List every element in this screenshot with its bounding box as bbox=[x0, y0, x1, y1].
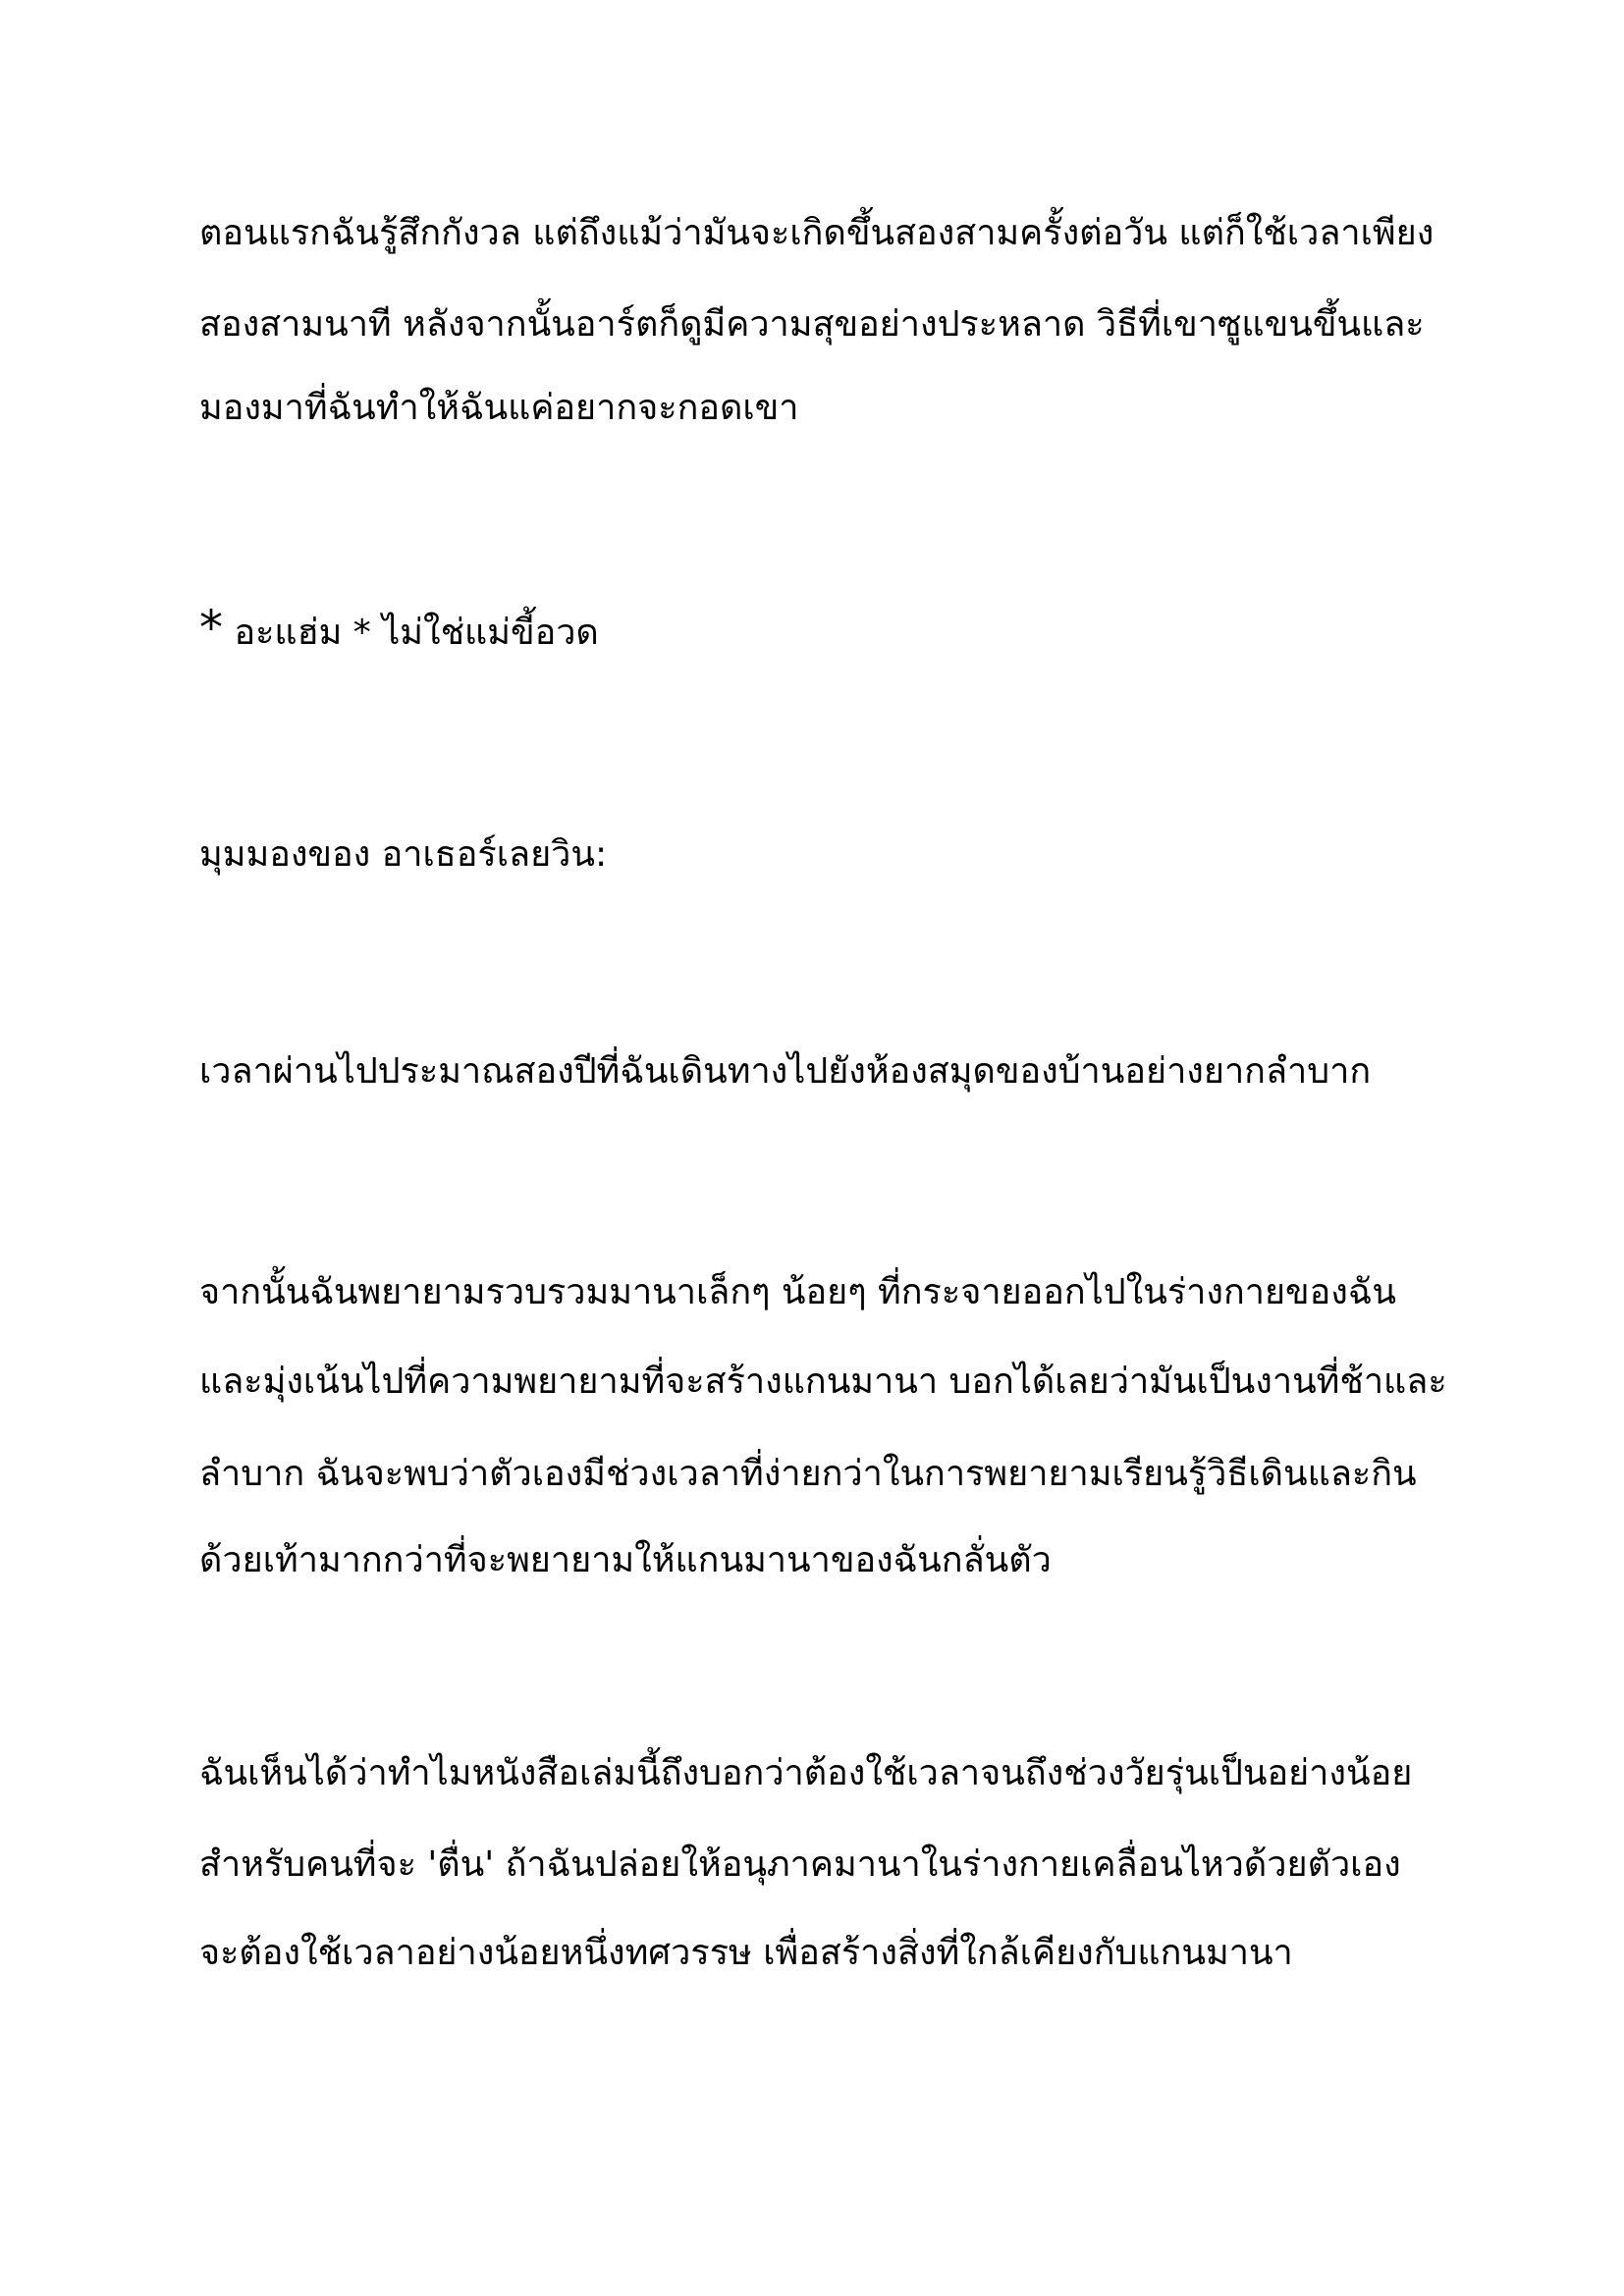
paragraph-3-line-3: ลำบาก ฉันจะพบว่าตัวเองมีช่วงเวลาที่ง่ายกว่าในการพยายามเรียนรู้วิธีเดินและกิน bbox=[199, 1454, 1417, 1494]
paragraph-1-line-3: มองมาที่ฉันทำให้ฉันแค่อยากจะกอดเขา bbox=[199, 388, 799, 428]
paragraph-4-line-3: จะต้องใช้เวลาอย่างน้อยหนึ่งทศวรรษ เพื่อสร้างสิ่งที่ใกล้เคียงกับแกนมานา bbox=[199, 1933, 1293, 1973]
aside-text: อะแฮ่ม * ไม่ใช่แม่ขี้อวด bbox=[223, 613, 599, 653]
paragraph-4-line-2: สำหรับคนที่จะ 'ตื่น' ถ้าฉันปล่อยให้อนุภาคมานาในร่างกายเคลื่อนไหวด้วยตัวเอง bbox=[199, 1844, 1401, 1885]
pov-heading: มุมมองของ อาเธอร์เลยวิน: bbox=[199, 834, 608, 875]
paragraph-1-line-2: สองสามนาที หลังจากนั้นอาร์ตก็ดูมีความสุขอย่างประหลาด วิธีที่เขาซูแขนขึ้นและ bbox=[199, 304, 1425, 345]
asterisk-mark: * bbox=[199, 601, 223, 656]
paragraph-1-line-1: ตอนแรกฉันรู้สึกกังวล แต่ถึงแม้ว่ามันจะเกิดขึ้นสองสามครั้งต่อวัน แต่ก็ใช้เวลาเพียง bbox=[199, 213, 1435, 253]
paragraph-3-line-4: ด้วยเท้ามากกว่าที่จะพยายามให้แกนมานาของฉันกลั่นตัว bbox=[199, 1540, 1052, 1580]
paragraph-4-line-1: ฉันเห็นได้ว่าทำไมหนังสือเล่มนี้ถึงบอกว่าต้องใช้เวลาจนถึงช่วงวัยรุ่นเป็นอย่างน้อย bbox=[199, 1753, 1413, 1793]
aside-line bbox=[199, 601, 1476, 661]
paragraph-3-line-1: จากนั้นฉันพยายามรวบรวมมานาเล็กๆ น้อยๆ ที่กระจายออกไปในร่างกายของฉัน bbox=[199, 1272, 1396, 1312]
paragraph-3-line-2: และมุ่งเน้นไปที่ความพยายามที่จะสร้างแกนมานา บอกได้เลยว่ามันเป็นงานที่ช้าและ bbox=[199, 1362, 1447, 1402]
paragraph-2-line-1: เวลาผ่านไปประมาณสองปีที่ฉันเดินทางไปยังห้องสมุดของบ้านอย่างยากลำบาก bbox=[199, 1051, 1372, 1092]
